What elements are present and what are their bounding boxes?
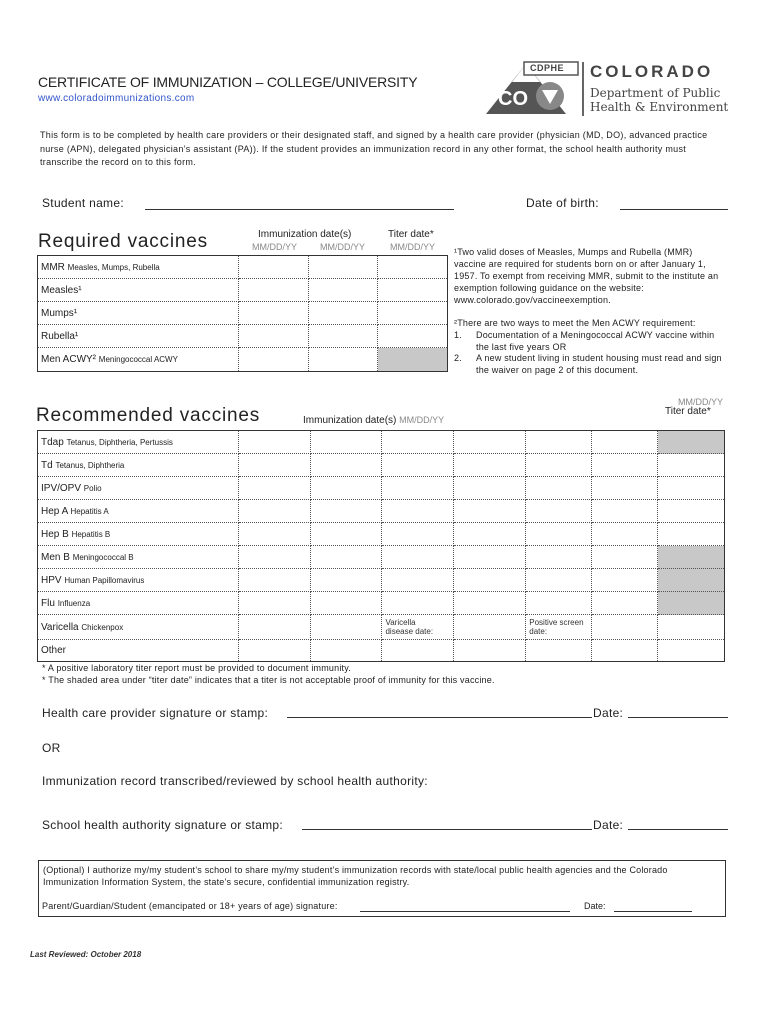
men-acwy-item1-num: 1. — [454, 330, 462, 340]
optional-authorization-text: (Optional) I authorize my/my student’s school to share my/my student’s immunization records with state/local public health agencies and the Colorado Immunization Information System, the state’s secure, confidential immunization registry. — [43, 865, 668, 887]
date-cell[interactable] — [238, 279, 309, 302]
vaccine-name: Flu Influenza — [38, 592, 239, 615]
vaccine-name: Td Tetanus, Diphtheria — [38, 454, 239, 477]
date-cell[interactable] — [526, 569, 592, 592]
school-signature-label: School health authority signature or stamp: — [42, 818, 284, 832]
date-cell[interactable] — [238, 348, 309, 372]
footnote-shaded-area: * The shaded area under “titer date” indicates that a titer is not acceptable proof of immunity for this vaccine. — [42, 675, 495, 685]
varicella-disease-date-cell[interactable]: Varicella disease date: — [382, 615, 454, 640]
date-cell[interactable] — [238, 302, 309, 325]
table-row — [38, 256, 448, 279]
table-row — [38, 592, 725, 615]
vaccine-name: HPV Human Papillomavirus — [38, 569, 239, 592]
date-cell[interactable] — [526, 431, 592, 454]
date-cell[interactable] — [382, 500, 454, 523]
req-titer-header: Titer date* — [388, 229, 434, 240]
date-cell[interactable] — [238, 325, 309, 348]
vaccine-name: Varicella Chickenpox — [38, 615, 239, 640]
date-cell[interactable] — [526, 546, 592, 569]
transcribed-label: Immunization record transcribed/reviewed by school health authority: — [42, 774, 428, 788]
table-row — [38, 431, 725, 454]
vaccine-name: MMR Measles, Mumps, Rubella — [38, 256, 239, 279]
or-label: OR — [42, 741, 61, 755]
date-cell[interactable] — [310, 640, 382, 662]
date-cell[interactable] — [238, 454, 310, 477]
school-date-field[interactable] — [628, 829, 728, 830]
date-cell[interactable] — [309, 325, 378, 348]
date-cell[interactable] — [592, 592, 658, 615]
rec-titer-header: Titer date* — [665, 406, 711, 417]
date-cell[interactable] — [454, 477, 526, 500]
table-row — [38, 454, 725, 477]
table-row — [38, 569, 725, 592]
date-cell[interactable] — [382, 523, 454, 546]
date-cell[interactable] — [382, 454, 454, 477]
date-cell[interactable] — [309, 348, 378, 372]
date-cell[interactable] — [592, 546, 658, 569]
date-cell[interactable] — [238, 569, 310, 592]
date-cell[interactable] — [310, 477, 382, 500]
titer-cell[interactable] — [658, 500, 725, 523]
provider-signature-label: Health care provider signature or stamp: — [42, 706, 269, 720]
provider-date-label: Date: — [593, 706, 624, 720]
date-cell[interactable] — [592, 523, 658, 546]
date-cell[interactable] — [238, 500, 310, 523]
titer-cell[interactable] — [378, 256, 448, 279]
req-date-format-2: MM/DD/YY — [320, 242, 365, 252]
dob-label: Date of birth: — [526, 196, 599, 210]
date-cell[interactable] — [592, 615, 658, 640]
recommended-vaccines-table — [37, 430, 725, 662]
school-signature-field[interactable] — [302, 829, 592, 830]
table-row — [38, 615, 725, 640]
date-cell[interactable] — [526, 454, 592, 477]
date-cell[interactable] — [526, 523, 592, 546]
date-cell[interactable] — [310, 523, 382, 546]
titer-cell[interactable] — [658, 615, 725, 640]
table-row — [38, 523, 725, 546]
req-date-format-3: MM/DD/YY — [390, 242, 435, 252]
rec-dates-header: Immunization date(s) MM/DD/YY — [303, 415, 445, 426]
date-cell[interactable] — [309, 279, 378, 302]
provider-date-field[interactable] — [628, 717, 728, 718]
date-cell[interactable] — [382, 569, 454, 592]
varicella-screen-date-cell[interactable]: Positive screen date: — [526, 615, 592, 640]
men-acwy-note-intro: ²There are two ways to meet the Men ACWY requirement: — [454, 318, 696, 328]
date-cell[interactable] — [310, 546, 382, 569]
date-cell[interactable] — [309, 302, 378, 325]
vaccine-name: Tdap Tetanus, Diphtheria, Pertussis — [38, 431, 239, 454]
date-cell[interactable] — [310, 454, 382, 477]
titer-cell[interactable] — [378, 302, 448, 325]
date-cell[interactable] — [310, 569, 382, 592]
titer-cell[interactable] — [658, 454, 725, 477]
table-row — [38, 546, 725, 569]
date-cell[interactable] — [310, 592, 382, 615]
provider-signature-field[interactable] — [287, 717, 592, 718]
table-row — [38, 640, 725, 662]
rec-titer-format: MM/DD/YY — [678, 397, 723, 407]
guardian-date-label: Date: — [584, 901, 606, 911]
vaccine-name: Mumps¹ — [38, 302, 239, 325]
website-link[interactable]: www.coloradoimmunizations.com — [38, 93, 195, 104]
required-vaccines-heading: Required vaccines — [38, 231, 208, 252]
date-cell[interactable] — [454, 500, 526, 523]
vaccine-name: Measles¹ — [38, 279, 239, 302]
date-cell[interactable] — [526, 640, 592, 662]
guardian-date-field[interactable] — [614, 911, 692, 912]
titer-cell[interactable] — [378, 279, 448, 302]
date-cell[interactable] — [382, 546, 454, 569]
table-row — [38, 500, 725, 523]
co-letters: CO — [498, 88, 528, 110]
date-cell[interactable] — [238, 477, 310, 500]
date-cell[interactable] — [382, 640, 454, 662]
titer-cell-shaded — [658, 431, 725, 454]
cdphe-badge: CDPHE — [530, 63, 565, 73]
date-cell[interactable] — [382, 431, 454, 454]
men-acwy-item2: A new student living in student housing must read and sign the waiver on page 2 of this document. — [476, 353, 722, 375]
date-cell[interactable] — [592, 640, 658, 662]
school-date-label: Date: — [593, 818, 624, 832]
date-cell[interactable] — [454, 523, 526, 546]
date-cell[interactable] — [309, 256, 378, 279]
titer-cell-shaded — [378, 348, 448, 372]
date-cell[interactable] — [526, 500, 592, 523]
date-cell[interactable] — [592, 500, 658, 523]
date-cell[interactable] — [238, 615, 310, 640]
titer-cell-shaded — [658, 546, 725, 569]
date-cell[interactable] — [310, 500, 382, 523]
date-cell[interactable] — [454, 546, 526, 569]
date-cell[interactable] — [310, 431, 382, 454]
instructions-paragraph: This form is to be completed by health care providers or their designated staff, and signed by a health care provider (physician (MD, DO), advanced practice nurse (APN), delegated physician’s assistant (PA)). If the student provides an immunization record in any other format, the school health authority must transcribe the record on to this form. — [40, 130, 708, 167]
titer-cell[interactable] — [658, 477, 725, 500]
date-cell[interactable] — [454, 431, 526, 454]
recommended-vaccines-heading: Recommended vaccines — [36, 405, 261, 426]
table-row — [38, 279, 448, 302]
table-row — [38, 325, 448, 348]
titer-cell-shaded — [658, 592, 725, 615]
req-dates-header: Immunization date(s) — [258, 229, 352, 240]
men-acwy-item2-num: 2. — [454, 353, 462, 363]
date-cell[interactable] — [592, 454, 658, 477]
date-cell[interactable] — [592, 569, 658, 592]
cdphe-logo — [484, 60, 580, 116]
date-cell[interactable] — [526, 477, 592, 500]
titer-cell[interactable] — [658, 523, 725, 546]
vaccine-name: Other — [38, 640, 239, 662]
titer-cell-shaded — [658, 569, 725, 592]
date-cell[interactable] — [454, 640, 526, 662]
logo-state-name: COLORADO — [590, 62, 714, 81]
date-cell[interactable] — [526, 592, 592, 615]
footnote-titer-report: * A positive laboratory titer report must be provided to document immunity. — [42, 663, 351, 673]
table-row — [38, 348, 448, 372]
logo-divider — [582, 62, 584, 116]
date-cell[interactable] — [454, 454, 526, 477]
student-name-label: Student name: — [42, 196, 124, 210]
date-cell[interactable] — [238, 640, 310, 662]
vaccine-name: Hep B Hepatitis B — [38, 523, 239, 546]
guardian-signature-field[interactable] — [360, 911, 570, 912]
student-name-field[interactable] — [145, 209, 454, 210]
date-cell[interactable] — [382, 592, 454, 615]
table-row — [38, 477, 725, 500]
date-cell[interactable] — [592, 477, 658, 500]
vaccine-name: Men ACWY² Meningococcal ACWY — [38, 348, 239, 372]
titer-cell[interactable] — [658, 640, 725, 662]
logo-dept-line2: Health & Environment — [590, 100, 729, 114]
req-date-format-1: MM/DD/YY — [252, 242, 297, 252]
date-cell[interactable] — [238, 523, 310, 546]
titer-cell[interactable] — [378, 325, 448, 348]
vaccine-name: Men B Meningococcal B — [38, 546, 239, 569]
vaccine-name: IPV/OPV Polio — [38, 477, 239, 500]
date-cell[interactable] — [382, 477, 454, 500]
guardian-signature-label: Parent/Guardian/Student (emancipated or 18+ years of age) signature: — [42, 901, 338, 911]
date-cell[interactable] — [454, 615, 526, 640]
date-cell[interactable] — [238, 592, 310, 615]
date-cell[interactable] — [592, 431, 658, 454]
date-cell[interactable] — [238, 546, 310, 569]
men-acwy-item1: Documentation of a Meningococcal ACWY vaccine within the last five years OR — [476, 330, 715, 352]
date-cell[interactable] — [238, 256, 309, 279]
form-title: CERTIFICATE OF IMMUNIZATION – COLLEGE/UNIVERSITY — [38, 74, 418, 90]
vaccine-name: Hep A Hepatitis A — [38, 500, 239, 523]
vaccine-name: Rubella¹ — [38, 325, 239, 348]
mmr-note: ¹Two valid doses of Measles, Mumps and Rubella (MMR) vaccine are required for students born on or after January 1, 1957. To exempt from receiving MMR, submit to the institute an exemption following guidance on the website: www.colorado.gov/vaccineexemption. — [454, 247, 719, 305]
date-cell[interactable] — [454, 569, 526, 592]
logo-dept-line1: Department of Public — [590, 86, 721, 100]
dob-field[interactable] — [620, 209, 728, 210]
required-vaccines-table — [37, 255, 448, 372]
table-row — [38, 302, 448, 325]
date-cell[interactable] — [310, 615, 382, 640]
date-cell[interactable] — [238, 431, 310, 454]
last-reviewed: Last Reviewed: October 2018 — [30, 950, 142, 959]
date-cell[interactable] — [454, 592, 526, 615]
